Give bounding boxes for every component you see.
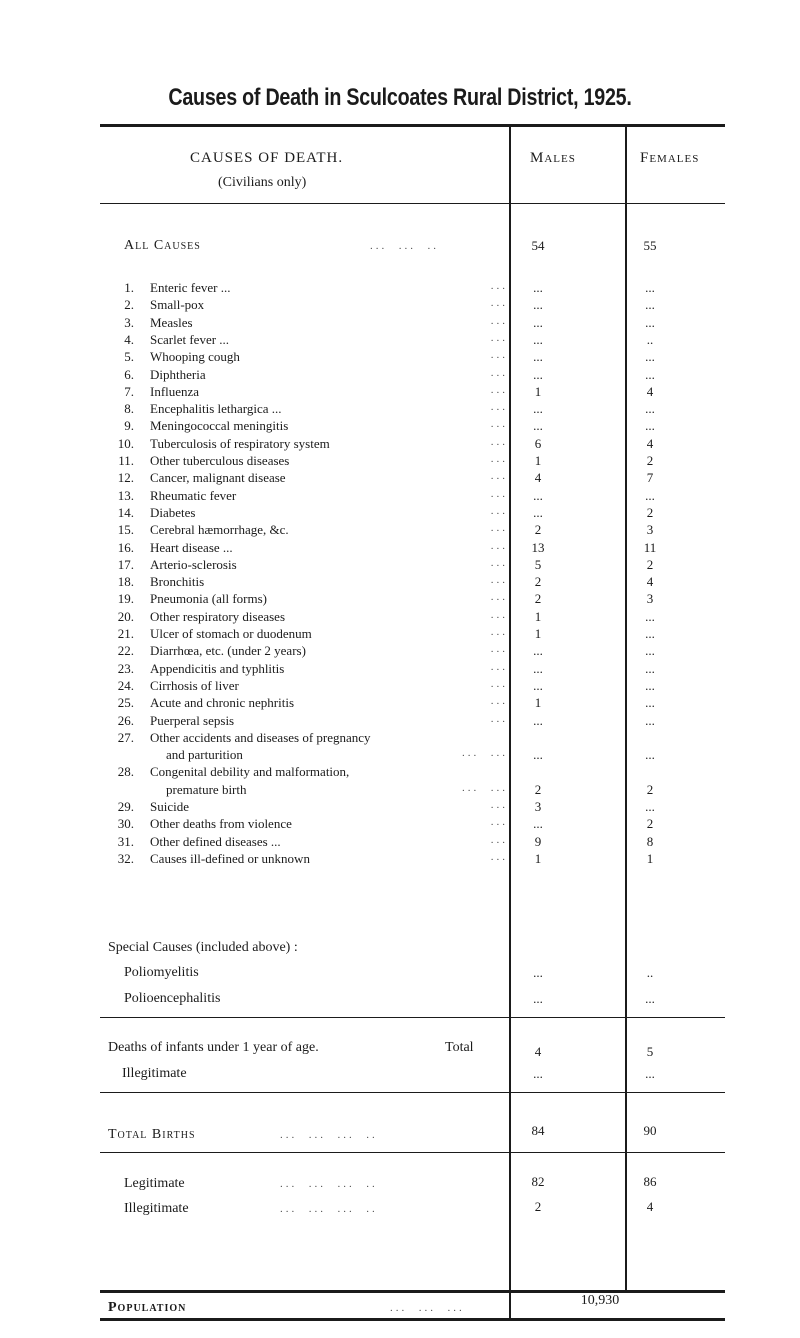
legitimate-births-label: Legitimate bbox=[124, 1176, 185, 1191]
infant-illegitimate-males: ... bbox=[533, 1066, 543, 1081]
header-rule bbox=[100, 203, 725, 204]
cause-leader: ... bbox=[490, 816, 508, 829]
population-value: 10,930 bbox=[580, 1293, 620, 1308]
cause-number: 5. bbox=[124, 349, 134, 365]
cause-number: 4. bbox=[124, 331, 134, 347]
cause-row bbox=[108, 522, 508, 539]
total-births-label: Total Births bbox=[108, 1127, 196, 1142]
cause-row bbox=[108, 764, 508, 781]
cause-leader: ... bbox=[490, 314, 508, 327]
cause-males-value: 1 bbox=[534, 383, 542, 399]
cause-males-value: 13 bbox=[531, 539, 545, 555]
total-births-males: 84 bbox=[531, 1123, 545, 1138]
cause-males-value: 1 bbox=[534, 608, 542, 624]
cause-males-value: ... bbox=[533, 712, 543, 728]
cause-leader: ... bbox=[490, 435, 508, 448]
cause-males-value: ... bbox=[533, 504, 543, 520]
special-item-males: ... bbox=[533, 965, 543, 980]
cause-number: 28. bbox=[117, 764, 134, 780]
cause-males-value: 1 bbox=[534, 850, 542, 866]
cause-number: 1. bbox=[124, 280, 134, 295]
cause-males-value: 2 bbox=[534, 574, 542, 590]
cause-label-continued: premature birth bbox=[166, 781, 247, 797]
cause-males-value: 1 bbox=[534, 695, 542, 711]
cause-number: 22. bbox=[117, 643, 134, 659]
cause-row bbox=[108, 505, 508, 522]
cause-females-value: ... bbox=[645, 280, 655, 295]
cause-row bbox=[108, 591, 508, 608]
cause-females-value: 7 bbox=[646, 470, 654, 486]
cause-males-value: ... bbox=[533, 816, 543, 832]
cause-males-value: ... bbox=[533, 418, 543, 434]
cause-males-value: ... bbox=[533, 660, 543, 676]
cause-leader: ... bbox=[490, 591, 508, 604]
cause-number: 12. bbox=[117, 470, 134, 486]
cause-leader: ... bbox=[490, 349, 508, 362]
special-causes-heading: Special Causes (included above) : bbox=[108, 940, 298, 955]
causes-heading: CAUSES OF DEATH. bbox=[190, 150, 344, 166]
cause-label: Rheumatic fever bbox=[150, 487, 237, 503]
cause-leader: ... bbox=[490, 712, 508, 725]
cause-females-value: 4 bbox=[646, 574, 654, 590]
cause-leader: ... bbox=[490, 556, 508, 569]
cause-males-value: 1 bbox=[534, 626, 542, 641]
cause-females-value: ... bbox=[645, 660, 655, 676]
cause-males-value: ... bbox=[533, 643, 543, 659]
cause-row bbox=[108, 661, 508, 678]
cause-females-value: ... bbox=[645, 712, 655, 728]
births-rule bbox=[100, 1152, 725, 1153]
cause-number: 21. bbox=[117, 626, 134, 641]
cause-leader: ... bbox=[490, 643, 508, 656]
cause-row bbox=[108, 349, 508, 366]
cause-label: Acute and chronic nephritis bbox=[150, 695, 295, 711]
cause-row bbox=[108, 384, 508, 401]
cause-label: Heart disease ... bbox=[150, 539, 233, 555]
cause-row bbox=[108, 470, 508, 487]
cause-leader: ... bbox=[490, 608, 508, 621]
cause-row bbox=[108, 574, 508, 591]
cause-row bbox=[108, 730, 508, 747]
cause-row bbox=[108, 540, 508, 557]
cause-label: Cancer, malignant disease bbox=[150, 470, 286, 486]
cause-label: Other defined diseases ... bbox=[150, 833, 281, 849]
cause-label: Arterio-sclerosis bbox=[150, 556, 237, 572]
cause-row-continued bbox=[108, 782, 508, 799]
legitimate-births-leader: ... ... ... .. bbox=[280, 1178, 378, 1190]
cause-males-value: ... bbox=[533, 366, 543, 382]
cause-leader: ... bbox=[490, 297, 508, 310]
cause-label: Other deaths from violence bbox=[150, 816, 292, 832]
cause-females-value: ... bbox=[645, 314, 655, 330]
cause-row bbox=[108, 851, 508, 868]
cause-leader: ... bbox=[490, 487, 508, 500]
cause-females-value: 11 bbox=[643, 539, 657, 555]
cause-row bbox=[108, 453, 508, 470]
cause-label: Other accidents and diseases of pregnancy bbox=[150, 729, 371, 745]
cause-males-value: ... bbox=[533, 401, 543, 417]
cause-number: 32. bbox=[117, 850, 134, 866]
cause-females-value: ... bbox=[645, 401, 655, 417]
cause-females-value: ... bbox=[645, 643, 655, 659]
cause-males-value: ... bbox=[533, 677, 543, 693]
illegitimate-births-females: 4 bbox=[646, 1199, 654, 1214]
cause-number: 15. bbox=[117, 522, 134, 538]
cause-row bbox=[108, 280, 508, 297]
population-label: Population bbox=[108, 1300, 187, 1315]
cause-number: 17. bbox=[117, 556, 134, 572]
cause-label: Cerebral hæmorrhage, &c. bbox=[150, 522, 289, 538]
cause-leader: ... bbox=[490, 833, 508, 846]
cause-label: Causes ill-defined or unknown bbox=[150, 850, 310, 866]
cause-leader: ... bbox=[490, 470, 508, 483]
cause-males-value: 3 bbox=[534, 799, 542, 814]
cause-label: Puerperal sepsis bbox=[150, 712, 235, 728]
cause-males-value: ... bbox=[533, 487, 543, 503]
bottom-rule bbox=[100, 1318, 725, 1321]
all-causes-females: 55 bbox=[643, 238, 657, 253]
cause-label: Encephalitis lethargica ... bbox=[150, 401, 282, 417]
special-item-females: .. bbox=[646, 965, 654, 980]
all-causes-label: All Causes bbox=[124, 238, 201, 253]
cause-row bbox=[108, 315, 508, 332]
cause-label: Pneumonia (all forms) bbox=[150, 591, 267, 607]
cause-row bbox=[108, 436, 508, 453]
cause-leader: ... bbox=[490, 850, 508, 863]
cause-label: Whooping cough bbox=[150, 349, 240, 365]
cause-row bbox=[108, 401, 508, 418]
cause-label: Influenza bbox=[150, 383, 200, 399]
cause-females-value: ... bbox=[645, 297, 655, 313]
cause-leader: ... bbox=[490, 383, 508, 396]
cause-row bbox=[108, 678, 508, 695]
special-item-label: Poliomyelitis bbox=[124, 965, 199, 980]
cause-row-continued bbox=[108, 747, 508, 764]
cause-leader: ... bbox=[490, 366, 508, 379]
cause-label: Meningococcal meningitis bbox=[150, 418, 289, 434]
cause-row bbox=[108, 609, 508, 626]
cause-females-value: ... bbox=[645, 695, 655, 711]
cause-females-value: 2 bbox=[646, 556, 654, 572]
cause-label: Diphtheria bbox=[150, 366, 206, 382]
cause-row bbox=[108, 626, 508, 643]
cause-males-value: 2 bbox=[534, 591, 542, 607]
cause-number: 10. bbox=[117, 435, 134, 451]
cause-row bbox=[108, 713, 508, 730]
cause-number: 9. bbox=[124, 418, 134, 434]
cause-leader: ... bbox=[490, 453, 508, 465]
cause-label: Small-pox bbox=[150, 297, 205, 313]
infant-total-females: 5 bbox=[646, 1044, 654, 1059]
cause-males-value: ... bbox=[533, 747, 543, 763]
cause-leader: ... bbox=[490, 677, 508, 690]
cause-number: 8. bbox=[124, 401, 134, 417]
cause-label: Scarlet fever ... bbox=[150, 331, 230, 347]
total-births-females: 90 bbox=[643, 1123, 657, 1138]
cause-females-value: .. bbox=[646, 331, 654, 347]
cause-number: 29. bbox=[117, 799, 134, 814]
cause-females-value: 8 bbox=[646, 833, 654, 849]
cause-row bbox=[108, 834, 508, 851]
cause-males-value: ... bbox=[533, 331, 543, 347]
cause-label: Enteric fever ... bbox=[150, 280, 231, 295]
cause-females-value: ... bbox=[645, 608, 655, 624]
cause-label: Suicide bbox=[150, 799, 189, 814]
cause-number: 26. bbox=[117, 712, 134, 728]
cause-label-continued: and parturition bbox=[166, 747, 243, 763]
legitimate-births-males: 82 bbox=[531, 1174, 545, 1189]
illegitimate-births-label: Illegitimate bbox=[124, 1201, 189, 1216]
cause-leader: ... ... bbox=[462, 781, 508, 794]
infant-total-males: 4 bbox=[534, 1044, 542, 1059]
cause-number: 23. bbox=[117, 660, 134, 676]
cause-number: 31. bbox=[117, 833, 134, 849]
cause-females-value: 2 bbox=[646, 504, 654, 520]
cause-row bbox=[108, 367, 508, 384]
cause-leader: ... bbox=[490, 504, 508, 517]
cause-number: 11. bbox=[118, 453, 134, 468]
cause-number: 20. bbox=[117, 608, 134, 624]
cause-females-value: 2 bbox=[646, 816, 654, 832]
infant-illegitimate-females: ... bbox=[645, 1066, 655, 1081]
special-item-males: ... bbox=[533, 991, 543, 1006]
cause-row bbox=[108, 418, 508, 435]
cause-males-value: 1 bbox=[534, 453, 542, 468]
cause-females-value: ... bbox=[645, 677, 655, 693]
cause-females-value: ... bbox=[645, 418, 655, 434]
cause-number: 7. bbox=[124, 383, 134, 399]
cause-leader: ... bbox=[490, 695, 508, 708]
cause-males-value: 6 bbox=[534, 435, 542, 451]
cause-females-value: 4 bbox=[646, 383, 654, 399]
cause-females-value: ... bbox=[645, 366, 655, 382]
cause-females-value: ... bbox=[645, 626, 655, 641]
causes-subheading: (Civilians only) bbox=[218, 175, 307, 190]
cause-leader: ... bbox=[490, 539, 508, 552]
infant-deaths-label: Deaths of infants under 1 year of age. bbox=[108, 1040, 319, 1055]
cause-females-value: ... bbox=[645, 799, 655, 814]
cause-label: Measles bbox=[150, 314, 193, 330]
cause-row bbox=[108, 332, 508, 349]
cause-males-value: ... bbox=[533, 349, 543, 365]
all-causes-leader: ... ... .. bbox=[370, 240, 439, 252]
cause-label: Cirrhosis of liver bbox=[150, 677, 239, 693]
cause-females-value: 3 bbox=[646, 522, 654, 538]
special-item-label: Polioencephalitis bbox=[124, 991, 221, 1006]
cause-row bbox=[108, 695, 508, 712]
cause-leader: ... bbox=[490, 626, 508, 638]
cause-label: Other tuberculous diseases bbox=[150, 453, 290, 468]
males-heading: Males bbox=[530, 150, 576, 166]
cause-males-value: 2 bbox=[534, 781, 542, 797]
cause-label: Ulcer of stomach or duodenum bbox=[150, 626, 312, 641]
cause-number: 24. bbox=[117, 677, 134, 693]
cause-leader: ... bbox=[490, 660, 508, 673]
cause-males-value: ... bbox=[533, 314, 543, 330]
illegitimate-births-males: 2 bbox=[534, 1199, 542, 1214]
cause-number: 18. bbox=[117, 574, 134, 590]
cause-row bbox=[108, 799, 508, 816]
top-rule bbox=[100, 124, 725, 127]
cause-row bbox=[108, 297, 508, 314]
cause-leader: ... bbox=[490, 280, 508, 292]
cause-number: 13. bbox=[117, 487, 134, 503]
cause-males-value: ... bbox=[533, 280, 543, 295]
cause-number: 2. bbox=[124, 297, 134, 313]
cause-number: 6. bbox=[124, 366, 134, 382]
all-causes-males: 54 bbox=[531, 238, 545, 253]
cause-row bbox=[108, 557, 508, 574]
cause-label: Bronchitis bbox=[150, 574, 205, 590]
total-births-leader: ... ... ... .. bbox=[280, 1129, 378, 1141]
cause-row bbox=[108, 643, 508, 660]
cause-females-value: 3 bbox=[646, 591, 654, 607]
infant-total-label: Total bbox=[445, 1040, 474, 1055]
cause-females-value: 1 bbox=[646, 850, 654, 866]
cause-leader: ... bbox=[490, 799, 508, 811]
cause-row bbox=[108, 488, 508, 505]
cause-leader: ... bbox=[490, 574, 508, 587]
infants-rule bbox=[100, 1092, 725, 1093]
cause-label: Appendicitis and typhlitis bbox=[150, 660, 285, 676]
cause-males-value: 5 bbox=[534, 556, 542, 572]
cause-label: Diabetes bbox=[150, 504, 196, 520]
page-title: Causes of Death in Sculcoates Rural District, 1925. bbox=[168, 84, 632, 111]
cause-leader: ... bbox=[490, 401, 508, 414]
cause-number: 14. bbox=[117, 504, 134, 520]
cause-females-value: ... bbox=[645, 747, 655, 763]
special-rule bbox=[100, 1017, 725, 1018]
cause-leader: ... bbox=[490, 418, 508, 431]
cause-males-value: 2 bbox=[534, 522, 542, 538]
cause-males-value: 9 bbox=[534, 833, 542, 849]
cause-males-value: ... bbox=[533, 297, 543, 313]
special-item-females: ... bbox=[645, 991, 655, 1006]
cause-label: Tuberculosis of respiratory system bbox=[150, 435, 330, 451]
cause-males-value: 4 bbox=[534, 470, 542, 486]
cause-number: 16. bbox=[117, 539, 134, 555]
cause-number: 30. bbox=[117, 816, 134, 832]
cause-females-value: ... bbox=[645, 349, 655, 365]
cause-number: 27. bbox=[117, 729, 134, 745]
cause-label: Diarrhœa, etc. (under 2 years) bbox=[150, 643, 306, 659]
cause-leader: ... bbox=[490, 522, 508, 535]
legitimate-births-females: 86 bbox=[643, 1174, 657, 1189]
cause-females-value: ... bbox=[645, 487, 655, 503]
cause-label: Congenital debility and malformation, bbox=[150, 764, 350, 780]
cause-females-value: 2 bbox=[646, 781, 654, 797]
cause-females-value: 4 bbox=[646, 435, 654, 451]
population-leader: ... ... ... bbox=[390, 1302, 465, 1314]
cause-number: 25. bbox=[117, 695, 134, 711]
illegitimate-births-leader: ... ... ... .. bbox=[280, 1203, 378, 1215]
cause-number: 3. bbox=[124, 314, 134, 330]
cause-number: 19. bbox=[117, 591, 134, 607]
infant-illegitimate-label: Illegitimate bbox=[122, 1066, 187, 1081]
females-heading: Females bbox=[640, 150, 700, 166]
cause-leader: ... ... bbox=[462, 747, 508, 760]
cause-label: Other respiratory diseases bbox=[150, 608, 286, 624]
cause-leader: ... bbox=[490, 331, 508, 344]
cause-females-value: 2 bbox=[646, 453, 654, 468]
cause-row bbox=[108, 816, 508, 833]
